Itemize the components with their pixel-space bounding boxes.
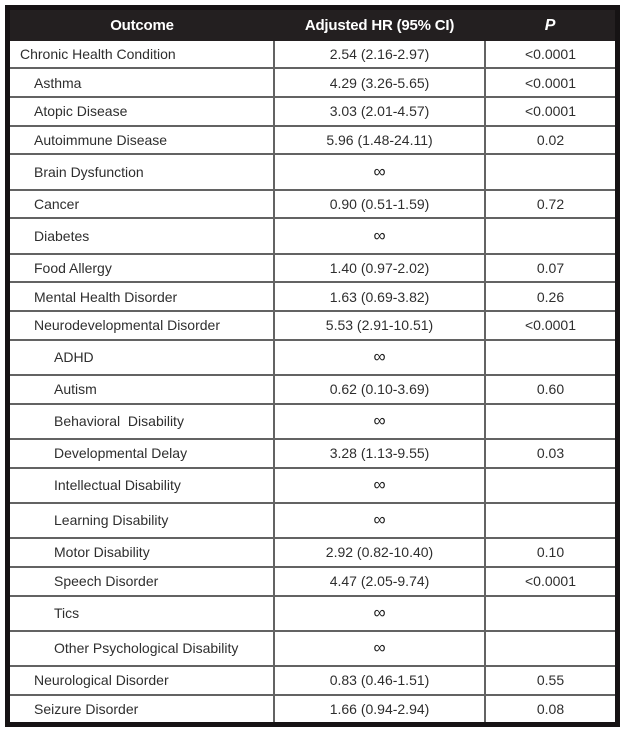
outcome-cell: Asthma: [10, 68, 274, 97]
table-row: [10, 41, 615, 68]
hr-cell: ∞: [274, 596, 485, 631]
outcome-cell: Autoimmune Disease: [10, 126, 274, 155]
hr-cell: 0.62 (0.10-3.69): [274, 375, 485, 404]
p-value-cell: [485, 631, 615, 666]
table-row: [10, 97, 615, 126]
outcome-cell: Food Allergy: [10, 254, 274, 283]
table-row: [10, 503, 615, 538]
header-row: [10, 10, 615, 41]
table-row: [10, 666, 615, 695]
table-frame: [5, 5, 620, 727]
p-value-cell: [485, 596, 615, 631]
hr-cell: 4.29 (3.26-5.65): [274, 68, 485, 97]
p-value-cell: 0.10: [485, 538, 615, 567]
table-row: [10, 375, 615, 404]
p-value-cell: 0.02: [485, 126, 615, 155]
column-header-p-value: P: [485, 10, 615, 41]
table-row: [10, 190, 615, 219]
outcome-cell: Developmental Delay: [10, 439, 274, 468]
p-value-cell: <0.0001: [485, 567, 615, 596]
outcome-cell: Autism: [10, 375, 274, 404]
results-table: [10, 10, 615, 722]
hr-cell: ∞: [274, 631, 485, 666]
outcome-cell: Brain Dysfunction: [10, 154, 274, 189]
hr-cell: 3.28 (1.13-9.55): [274, 439, 485, 468]
p-value-cell: 0.55: [485, 666, 615, 695]
p-value-cell: [485, 154, 615, 189]
p-value-cell: <0.0001: [485, 97, 615, 126]
table-body: [10, 41, 615, 722]
outcome-cell: ADHD: [10, 340, 274, 375]
outcome-cell: Learning Disability: [10, 503, 274, 538]
table-row: [10, 311, 615, 340]
p-value-cell: 0.60: [485, 375, 615, 404]
table-row: [10, 340, 615, 375]
p-value-cell: [485, 503, 615, 538]
hr-cell: 5.53 (2.91-10.51): [274, 311, 485, 340]
table-row: [10, 126, 615, 155]
outcome-cell: Neurodevelopmental Disorder: [10, 311, 274, 340]
hr-cell: 2.92 (0.82-10.40): [274, 538, 485, 567]
hr-cell: 0.90 (0.51-1.59): [274, 190, 485, 219]
outcome-cell: Other Psychological Disability: [10, 631, 274, 666]
hr-cell: ∞: [274, 503, 485, 538]
outcome-cell: Neurological Disorder: [10, 666, 274, 695]
hr-cell: ∞: [274, 468, 485, 503]
hr-cell: ∞: [274, 218, 485, 253]
hr-cell: 5.96 (1.48-24.11): [274, 126, 485, 155]
p-value-cell: [485, 404, 615, 439]
p-value-cell: <0.0001: [485, 311, 615, 340]
table-row: [10, 68, 615, 97]
table-row: [10, 404, 615, 439]
outcome-cell: Behavioral Disability: [10, 404, 274, 439]
outcome-cell: Tics: [10, 596, 274, 631]
hr-cell: 4.47 (2.05-9.74): [274, 567, 485, 596]
p-value-cell: 0.08: [485, 695, 615, 722]
table-row: [10, 254, 615, 283]
p-value-cell: <0.0001: [485, 41, 615, 68]
hr-cell: 3.03 (2.01-4.57): [274, 97, 485, 126]
table-header: [10, 10, 615, 41]
p-value-cell: 0.07: [485, 254, 615, 283]
table-row: [10, 695, 615, 722]
column-header-adjusted-hr: Adjusted HR (95% CI): [274, 10, 485, 41]
outcome-cell: Mental Health Disorder: [10, 282, 274, 311]
table-row: [10, 567, 615, 596]
p-value-cell: [485, 340, 615, 375]
outcome-cell: Seizure Disorder: [10, 695, 274, 722]
hr-cell: 2.54 (2.16-2.97): [274, 41, 485, 68]
p-value-cell: 0.72: [485, 190, 615, 219]
hr-cell: ∞: [274, 340, 485, 375]
hr-cell: 1.66 (0.94-2.94): [274, 695, 485, 722]
hr-cell: ∞: [274, 154, 485, 189]
outcome-cell: Cancer: [10, 190, 274, 219]
column-header-outcome: Outcome: [10, 10, 274, 41]
table-row: [10, 468, 615, 503]
table-row: [10, 631, 615, 666]
table-row: [10, 596, 615, 631]
hr-cell: 1.40 (0.97-2.02): [274, 254, 485, 283]
p-value-cell: 0.26: [485, 282, 615, 311]
outcome-cell: Atopic Disease: [10, 97, 274, 126]
table-row: [10, 282, 615, 311]
p-value-cell: <0.0001: [485, 68, 615, 97]
p-value-cell: 0.03: [485, 439, 615, 468]
table-row: [10, 154, 615, 189]
outcome-cell: Diabetes: [10, 218, 274, 253]
table-row: [10, 218, 615, 253]
table-row: [10, 439, 615, 468]
outcome-cell: Intellectual Disability: [10, 468, 274, 503]
outcome-cell: Speech Disorder: [10, 567, 274, 596]
hr-cell: 1.63 (0.69-3.82): [274, 282, 485, 311]
outcome-cell: Chronic Health Condition: [10, 41, 274, 68]
hr-cell: ∞: [274, 404, 485, 439]
hr-cell: 0.83 (0.46-1.51): [274, 666, 485, 695]
p-value-cell: [485, 468, 615, 503]
table-row: [10, 538, 615, 567]
p-value-cell: [485, 218, 615, 253]
outcome-cell: Motor Disability: [10, 538, 274, 567]
